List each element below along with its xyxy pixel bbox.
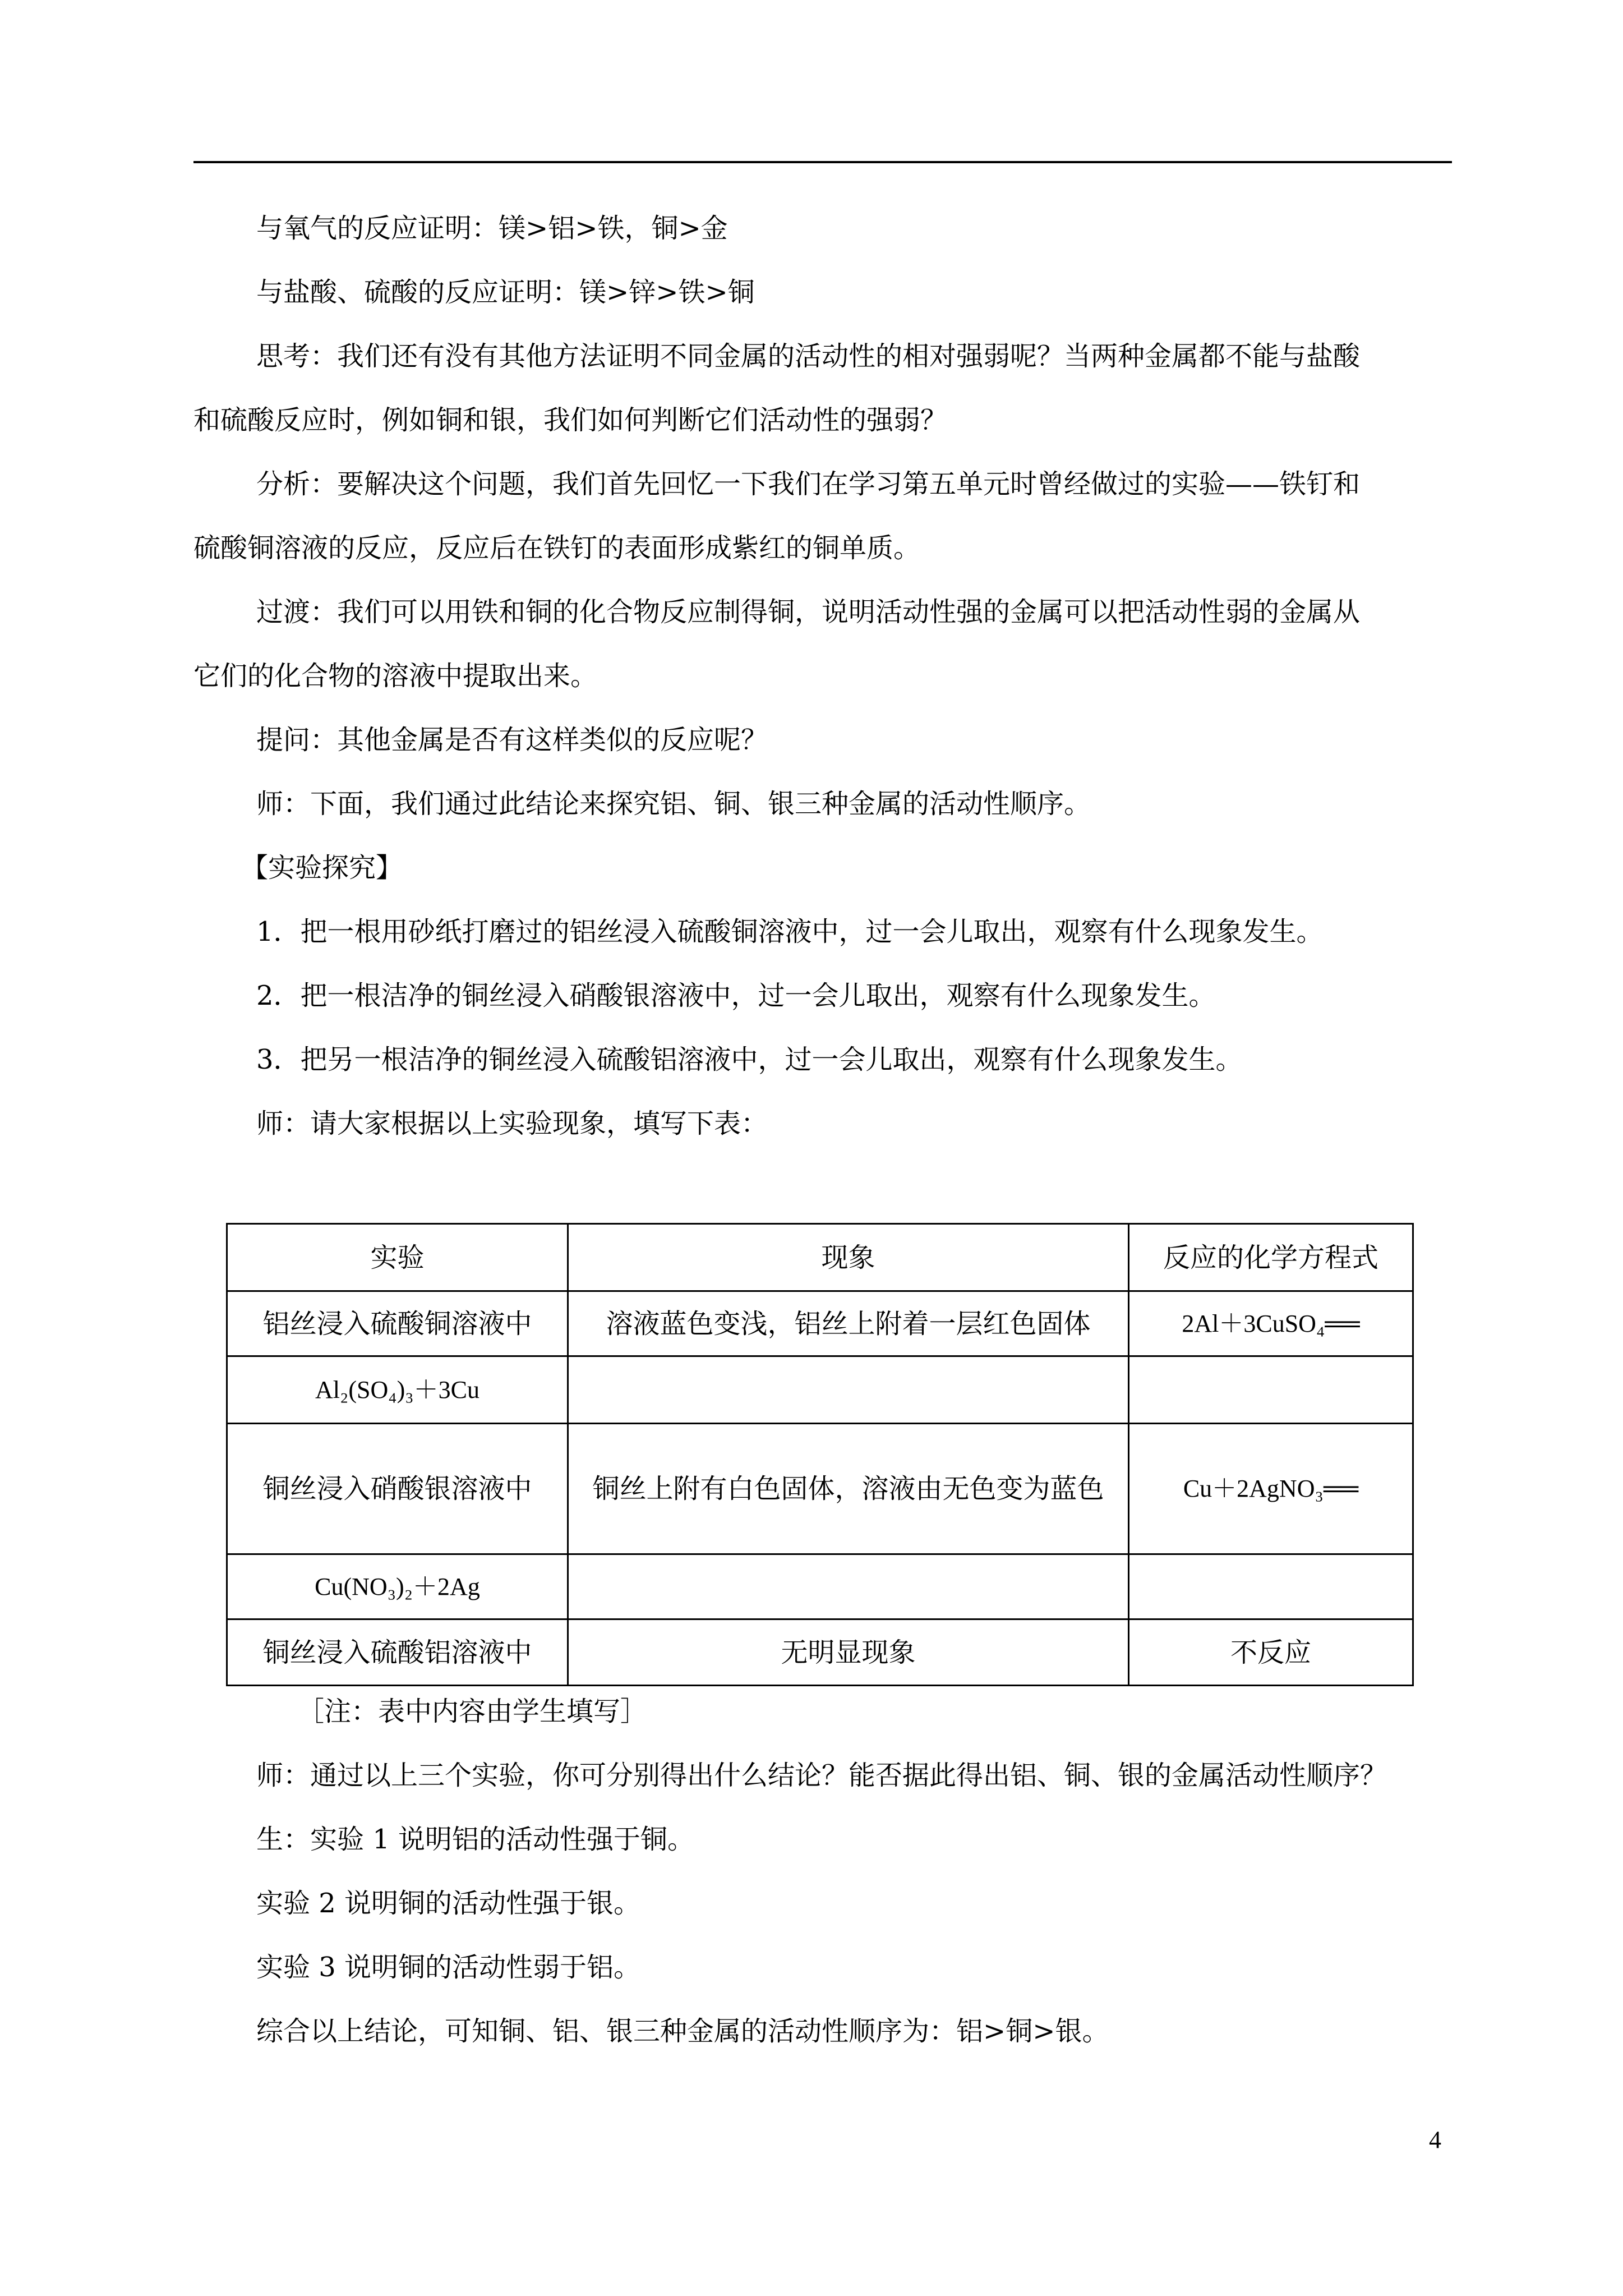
table-cell: 铜丝浸入硝酸银溶液中	[227, 1424, 568, 1554]
table-cell: 不反应	[1129, 1619, 1413, 1686]
table-cell	[1129, 1554, 1413, 1619]
paragraph-question: 提问：其他金属是否有这样类似的反应呢？	[256, 724, 768, 756]
table-header-row	[227, 1224, 1413, 1291]
paragraph-acid-reaction: 与盐酸、硫酸的反应证明：镁>锌>铁>铜	[256, 277, 755, 308]
table-cell: Al₂(SO₄)₃＋3Cu	[227, 1356, 568, 1424]
table-row	[227, 1619, 1413, 1686]
paragraph-analysis-line2: 硫酸铜溶液的反应，反应后在铁钉的表面形成紫红的铜单质。	[193, 532, 921, 564]
header-rule	[193, 161, 1452, 163]
experiment-step-3: 3．把另一根洁净的铜丝浸入硫酸铝溶液中，过一会儿取出，观察有什么现象发生。	[256, 1044, 1243, 1075]
experiment-step-1: 1．把一根用砂纸打磨过的铝丝浸入硫酸铜溶液中，过一会儿取出，观察有什么现象发生。	[256, 916, 1324, 947]
paragraph-transition-line1: 过渡：我们可以用铁和铜的化合物反应制得铜，说明活动性强的金属可以把活动性弱的金属从	[256, 596, 1361, 628]
table-header-cell: 现象	[568, 1224, 1129, 1291]
table-cell: 铝丝浸入硫酸铜溶液中	[227, 1291, 568, 1356]
table-row	[227, 1424, 1413, 1554]
page-number: 4	[1429, 2126, 1441, 2154]
paragraph-student-answer-1: 生：实验 1 说明铝的活动性强于铜。	[256, 1824, 695, 1855]
paragraph-transition-line2: 它们的化合物的溶液中提取出来。	[193, 660, 598, 692]
paragraph-answer-2: 实验 2 说明铜的活动性强于银。	[256, 1888, 641, 1919]
table-cell: Cu(NO₃)₂＋2Ag	[227, 1554, 568, 1619]
paragraph-teacher-question: 师：通过以上三个实验，你可分别得出什么结论？能否据此得出铝、铜、银的金属活动性顺序？	[256, 1760, 1387, 1791]
table-cell: Cu＋2AgNO₃══	[1129, 1424, 1413, 1554]
table-row	[227, 1356, 1413, 1424]
table-cell: 溶液蓝色变浅，铝丝上附着一层红色固体	[568, 1291, 1129, 1356]
paragraph-think-line1: 思考：我们还有没有其他方法证明不同金属的活动性的相对强弱呢？当两种金属都不能与盐酸	[256, 341, 1361, 372]
table-cell	[1129, 1356, 1413, 1424]
table-note: ［注：表中内容由学生填写］	[297, 1696, 648, 1727]
paragraph-think-line2: 和硫酸反应时，例如铜和银，我们如何判断它们活动性的强弱？	[193, 404, 948, 436]
paragraph-teacher-intro: 师：下面，我们通过此结论来探究铝、铜、银三种金属的活动性顺序。	[256, 788, 1091, 820]
table-cell: 无明显现象	[568, 1619, 1129, 1686]
experiment-table	[226, 1223, 1414, 1686]
experiment-step-2: 2．把一根洁净的铜丝浸入硝酸银溶液中，过一会儿取出，观察有什么现象发生。	[256, 980, 1216, 1011]
table-cell: 2Al＋3CuSO₄══	[1129, 1291, 1413, 1356]
table-row	[227, 1554, 1413, 1619]
table-cell	[568, 1356, 1129, 1424]
table-cell: 铜丝上附有白色固体，溶液由无色变为蓝色	[568, 1424, 1129, 1554]
table-header-cell: 实验	[227, 1224, 568, 1291]
table-cell	[568, 1554, 1129, 1619]
paragraph-oxygen-reaction: 与氧气的反应证明：镁>铝>铁，铜>金	[256, 213, 728, 244]
paragraph-answer-3: 实验 3 说明铜的活动性弱于铝。	[256, 1952, 641, 1983]
section-heading-experiment: 【实验探究】	[241, 852, 403, 884]
table-row	[227, 1291, 1413, 1356]
paragraph-analysis-line1: 分析：要解决这个问题，我们首先回忆一下我们在学习第五单元时曾经做过的实验——铁钉和	[256, 468, 1361, 500]
paragraph-conclusion: 综合以上结论，可知铜、铝、银三种金属的活动性顺序为：铝>铜>银。	[256, 2016, 1109, 2047]
table-header-cell: 反应的化学方程式	[1129, 1224, 1413, 1291]
table-cell: 铜丝浸入硫酸铝溶液中	[227, 1619, 568, 1686]
paragraph-fill-table: 师：请大家根据以上实验现象，填写下表：	[256, 1108, 768, 1139]
